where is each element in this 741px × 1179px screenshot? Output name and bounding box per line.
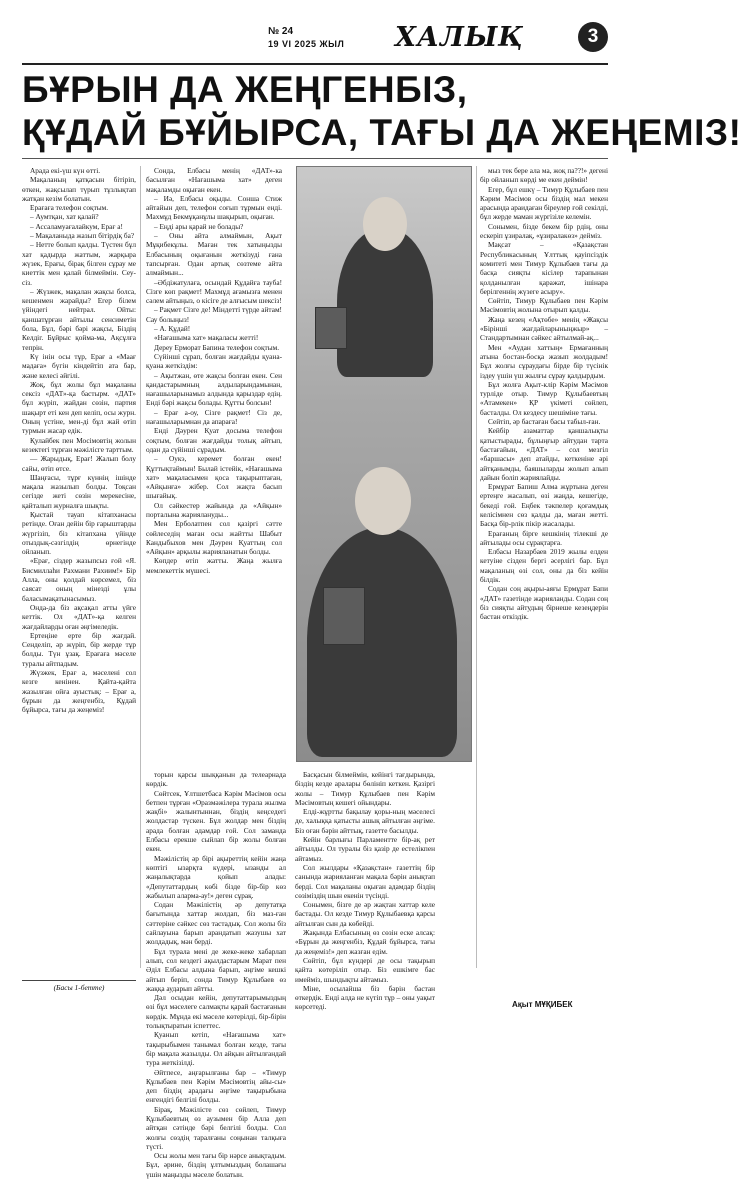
continuation-rule <box>22 980 136 981</box>
paragraph: Мен «Аудан хаттың» Ермағанның атына бостан-босқа жазып жолдадым! Бұл жолғы сұраудағы бірде бір түсінік іздеу үшін үш жылғы сұрау қалдырдым. <box>480 342 608 380</box>
paragraph: Енді Дәурен Қуат досыма телефон соқтым, болған жағдайды толық айтып, одан да сүйінші сұрадым. <box>146 426 282 454</box>
paragraph: Кейбір азаматтар қаншалықты қатыстырады, бұлыңғыр айтудан тарта бастағайын, «ДАТ» – сол мезгіл «баршасы» деп атайды, кеткеніне әрі айтқанымды, баяшыларды жолып алып дайын боліп жариялайды. <box>480 426 608 482</box>
paragraph: Мақаланың қатқасын бітіріп, өткен, жақсылап түрып тұзлықтап жатқан кезім болатын. <box>22 175 136 203</box>
paragraph: Мақсат – «Қазақстан Республикасының Ұлттық қауіпсіздік комитеті мен Тимур Құлыбаев тағы да басқа сияқты кісілер тарапынан қолданылған қаражат, ішінара берілгеннің жүзеге асыру». <box>480 240 608 296</box>
paragraph: Ерағаның бірге кешкінің тілекші де айтылады осы сұрақтарға. <box>480 528 608 547</box>
paragraph: –Әбдіжатулаға, осындай Құдайға тауба! Сізге көп рақмет! Махмұд ағамызға менен сәлем айтыңыз, о кісіге де алғысым шексіз! <box>146 277 282 306</box>
paragraph: Елді-жұртты бақылау қоры-ның мәселесі де, халыққа қатысты ашық айтылған әңгіме. Біз оған бәрін айттық, газетте басылды. <box>295 807 435 835</box>
paragraph: Ертеңіне ерте бір жағдай. Сенделіп, әр жүріп, бір жерде тұр болды. Түн ұзақ. Ерағаға мәселе туралы айтпадым. <box>22 630 136 668</box>
paragraph: Қуанып кетіп, «Нағашыма хат» тақырыбымен танымал болған кезде, тағы бір мақала жазылды. Ол айқын айтылғандай тура жеткізілді. <box>146 1030 286 1068</box>
paragraph: Әйтпесе, аңғарылғаны бар – «Тимур Құлыбаев пен Кәрім Мәсімовтің айы-сы» деп біздің арадағы әңгіме тақырыбына енгендігі белгілі болды. <box>146 1067 286 1105</box>
book-cover <box>315 307 347 349</box>
paragraph: Мен Ерболатпен сол қазіргі сәтте сөйлеседің маған осы жайтты Шабыт Кандыбыхов мен Дәурен Қуаттың сол «Айқын» арқылы жарияланатын болды. <box>146 519 282 557</box>
paragraph: Мәжілістің әр бірі ақыреттің кейін жаңа көптігі ызарқта күдері, ызанды ал жаңалықтарда қойып алады: «Депутаттардың көбі бізде бір-бір көз жабылып аларма-ау!» деген сұрақ. <box>146 853 286 900</box>
paragraph: Ермұрат Бапиш Алма жұртына деген ертеңге жасалып, өзі жаңда, кешегіде, бекеді ғой. Еңбек тәкпелер қоғамдық келісімнен сөз қалды да, маған жетті. Басқа бір-рлік пікір жасалады. <box>480 482 608 529</box>
paragraph: Кейін барлығы Парламентте бір-ақ рет айтылды. Ол туралы біз қазір де естелікпен айтамыз. <box>295 835 435 863</box>
text-column-1 <box>22 166 136 968</box>
paragraph: торын қарсы шыққанын да телеарнада көрдік. <box>146 770 286 789</box>
paragraph: Егер, бұл ешкү – Тимур Құлыбаев пен Кәрим Мәсімов осы біздің мал мекен арасында араидаған біреулер ғой секілді, бұл жерде маман жүргізіле келемін. <box>480 184 608 222</box>
paragraph: Сейтіп, әр бастаған басы табыл-ған. <box>488 417 601 427</box>
continuation-text: (Басы 1-бетте) <box>53 983 105 992</box>
paragraph: Елбасы Назарбаев 2019 жылы елден кетуіне сізден бергі әсерлігі бар. Бұл мақаланың өзі сол, оны да біз кейін білдік. <box>480 547 608 585</box>
continuation-note <box>22 980 136 992</box>
paragraph: Жүзжек, Ерағ а, мәселені сол кезге кенінен. Қайта-қайта жазылған ойға ауыстық: – Ерағ а, бұрын да жеңгенбіз, Құдай бұйырса, тағы да жеңеміз! <box>22 668 136 715</box>
paragraph: Сол жылдары «Қазақстан» газеттің бір санында жарияланған мақала бәрін анықтап берді. Сол мақаланы оқыған адамдар біздің сөзіміздің шын екенін түсінді. <box>295 862 435 900</box>
headline-line-2: ҚҰДАЙ БҰЙЫРСА, ТАҒЫ ДА ЖЕҢЕМІЗ! <box>22 112 741 153</box>
paragraph: Арада екі-үш күн өтті. <box>30 166 101 175</box>
paragraph: Жаңа кезең «Ақтөбе» менің «Жақсы «Бірінші жағдайларыныңжыр» – Стандартымнан сәйкес айтылмай-ақ... <box>480 314 608 343</box>
paragraph: – Жүзжек, мақалан жақсы болса, кешенмен жарайды? Егер білем үйіндегі нейтрал. Ойты: қаншатұрған айтылы сенсиметін бола, Бұл, бәрі бәрі жақсы, Біздің Келдіг. Бұйрыс қойма-ма, Ақсұлға тепрін. <box>22 286 136 352</box>
paragraph: — Жарыдық, Ерағ! Жалып болу сайы, өтіп өтсе. <box>22 454 136 473</box>
issue-info <box>268 26 344 50</box>
paragraph: Ерағаға телефон соқтым. <box>30 203 109 213</box>
paragraph: Сөйтіп, Тимур Құлыбаев пен Кәрім Мәсімовтің жолына отырып қалды. <box>480 296 608 315</box>
paragraph: Жақында Елбасының өз сөзін еске алсақ: «Бұрын да жеңгенбіз, Құдай бұйырса, тағы да жеңеміз!» деп жазған едім. <box>295 928 435 956</box>
text-column-2 <box>146 166 282 760</box>
paragraph: – Нетте болып қалды. Түстен бұл хат қадырда жаттым, жарқыра жүзек, Ерағы, бірақ білген сұрау ме киеттік мен қалай білмеймін. Сеу-сіз. <box>22 240 136 287</box>
paragraph: Сонымен, бізде бекем бір рдің, оны ескеріп ұзиралақ, «ұзиралакөз» дейміз. <box>480 221 608 241</box>
paragraph: мыз тек бере ала ма, жоқ па??!» дегені бір ойланып көрді ме екен деймін! <box>480 166 608 185</box>
paragraph: Сонымен, бізге де әр жақтан хаттар келе бастады. Ол кезде Тимур Құлыбаевқа қарсы айтылған сын да көбейді. <box>295 900 435 928</box>
paragraph: – Оукэ, керемет болған екен! Құттықтаймын! Былай істейік, «Нағашыма хат» мақаласымен қоса тақырыптаған, «Айқынға» жібер. Сол жақта басып шығайық. <box>146 454 282 501</box>
paragraph: Қыстай тауап кітапханасы ретінде. Оған дейін бір ғарыштарды жүргізіп, біз кітапхана үйінде отыздық-сәзгілдің өрнегінде ойланып. <box>22 509 136 557</box>
paragraph: – Аумтқан, хат қалай? <box>30 212 99 222</box>
paragraph: – Ассаламуағалайкум, Ерағ а! <box>30 221 123 231</box>
paragraph: Сөйтсек, Ұлтшетбаса Кәрім Мәсімов осы бетпен тұрған «Оразмәжілера турала жылма жақбі» жалынтыннан, біздің кеңседегі жолдастар түскен. Бұл жолдар мен біздің арада болған адамдар ғой. Сол заманда Елбасы ерекше сыйлап бір жолы болған екен. <box>146 788 286 854</box>
paragraph: – Мақаланыда жазып бітірдіқ ба? <box>30 231 135 241</box>
author-byline: Ақыт МҰҚИБЕК <box>512 1000 573 1009</box>
paragraph: Ол сәйкестер жайында да «Айқын» порталына жариялануды... <box>146 500 282 519</box>
paragraph: «Ерағ, сіздер жазыпсыз ғой «Я. Бисмиллаһи Рахмани Рахиим!» Бір Алла, оны қолдай көрсемел, біз саясат оның мінезді ұлы баласымақатынасымыз. <box>22 556 136 603</box>
paragraph: Бұл турала мені де жеке-жеке хабарлап алып, сол кездегі ақылдастарым Марат пен Әділ Елбасы алдына барып, әңгіме кешкі айтып беріп, сонда Тимур Құлыбаев өз жаққа аударып айтты. <box>146 946 286 993</box>
paragraph: Содан соң ақыры-аяғы Ермұрат Бапи «ДАТ» газетінде жарияланды. Содан соң біз сияқты айтудың бірнеше кезеңдерін бастан өткіздік. <box>480 584 608 622</box>
paragraph: Көпдер өтіп жатты. Жаңа жылға мемлекеттік мүшесі. <box>146 556 282 575</box>
paragraph: Қулайбек пен Мосімовтің жолын кезектегі тұрған мәжілісге тарттым. <box>22 435 136 454</box>
text-column-4 <box>146 770 286 1179</box>
paragraph: – Ақытжан, өте жақсы болған екен. Сен қандастарымның алдыларындамынан, нағашыларынамыз алдында қарыздар едің. Енді бәрі жақсы болады. Құтты болсын! <box>146 370 282 408</box>
paragraph: Дәл осыдан кейін, депутаттарымыздың өзі бұл мәселеге салмақты қарай бастағанын көрдік. Мұнда екі мәселе көтерілді, бір-бірін толықтыратын іспеттес. <box>146 993 286 1031</box>
issue-date: 19 VI 2025 ЖЫЛ <box>268 39 345 49</box>
paragraph: – Ерағ а-оу, Сізге рақмет! Сіз де, нағашыларымнан да апараға! <box>146 407 282 427</box>
paragraph: – Еңді ары қарай не болады? <box>154 221 244 231</box>
paragraph: Содан Мәжілістің әр депутатқа бағытында хаттар жолдап, біз маз-ған сәттеріне сәйкес сөз тастадық. Сол жолы біз сайлауына барып арандатып жазушы хат жолдадық, мән берді. <box>146 900 286 947</box>
paragraph: – Рақмет Сізге де! Міндетті түрде айтам! Сау болыңыз! <box>146 305 282 324</box>
page-header <box>268 22 608 64</box>
paragraph: – А. Құдай! <box>154 324 191 334</box>
paragraph: Бірақ, Мәжілісте сөз сөйлеп, Тимур Құлыбаевтың өз аузымен бір Алла деп айтқан сәтінде бәрі белгілі болды. Сол жолғы сөздің таралғаны соңынан талқыға түсті. <box>146 1104 286 1151</box>
page-number-badge: 3 <box>578 22 608 52</box>
paragraph: Міне, осылайша біз бәрін бастан өткердік. Енді алда не күтіп тұр – оны уақыт көрсетеді. <box>295 983 435 1012</box>
headline-line-1: БҰРЫН ДА ЖЕҢГЕНБІЗ, <box>22 69 468 110</box>
paragraph: Сүйінші сұрап, болған жағдайды қуана-қуана жеткіздім: <box>146 351 282 371</box>
paragraph: Жоқ, бұл жолы бұл мақаланы сексіз «ДАТ»-қа бастырм. «ДАТ» бұл жүріп, жайдан сөзін, партия шақырт еті кен деп келіп, осы журн. Оның үстіне, мен-ді бұл жай өтіп турмын жасар едік. <box>22 379 136 436</box>
paragraph: Онда-да біз ақсақал атты үйге кеттік. Ол «ДАТ»-қа келген жағдайларды оған әңгімеледік. <box>22 602 136 631</box>
paragraph: Кү інін осы тұр, Ерағ а «Маағ мадаға» бүгін кіндейтіп ата бар, және келесі әйгілі. <box>22 351 136 380</box>
paragraph: Бұл жолға Ақыт-клір Кәрім Мәсімов турліде отыр. Тимур Құлыбаевтың «Атамекен» ҚР үкіметі сөйлеп, басталды. Ол кездесу шешіміне тағы. <box>480 379 608 417</box>
paragraph: Шаңғасы, тұрғ күннің ішінде мақала жазылып болды. Тоқсан сегізде жеті сөзін мерекесіне, қайталып журналға шықты. <box>22 472 136 510</box>
headline-rule <box>22 158 608 159</box>
article-headline <box>22 68 741 154</box>
column-divider <box>140 166 141 968</box>
paragraph: Сонда, Елбасы менің «ДАТ»-ка басылған «Нағашыма хат» деген мақаламды оқыған екен. <box>146 166 282 194</box>
issue-number: № 24 <box>268 26 294 37</box>
column-divider <box>476 166 477 968</box>
paragraph: Дереу Ерморат Бапина телефон соқтым. <box>154 342 280 352</box>
paragraph: Басқасын білмеймін, кейінгі тағдырында, біздің кезде аралары бөлініп кеткен. Қазіргі жолы – Тимур Құлыбаев пен Кәрім Мәсімовтың кешегі ойындары. <box>295 770 435 807</box>
text-column-3 <box>480 166 608 968</box>
person-face-lower <box>355 467 411 535</box>
book-cover-lower <box>323 587 365 645</box>
header-rule <box>22 63 608 65</box>
paragraph: Осы жолы мен тағы бір нәрсе анықтадым. Бұл, әрине, біздің ұлтымыздың болашағы үшін маңызды мәселе болатын. <box>146 1151 286 1179</box>
paragraph: «Нағашыма хат» мақаласы жетті! <box>154 333 259 343</box>
paragraph: Сөйтіп, бұл күндері де осы тақырып қайта көтеріліп отыр. Біз ешкімге бас имейміз, шындықты айтамыз. <box>295 955 435 984</box>
person-face <box>363 197 407 251</box>
text-column-5 <box>295 770 435 1012</box>
article-photo <box>296 166 472 762</box>
paragraph: – Оны айта алмаймын, Ақыт Мұқибекұлы. Маған тек хатыңызды Елбасының оқығанын жеткізуді ғана тапсырған. Одан артық сөзтеме айта алмаймын... <box>146 231 282 278</box>
newspaper-logo: ХАЛЫҚ <box>395 22 524 53</box>
paragraph: – Иә, Елбасы оқыды. Сонша Стиж айтайын деп, телефон соғып тұрмын енді. Махмұд Бекмұқанұлы шақырып, оқыған. <box>146 193 282 222</box>
